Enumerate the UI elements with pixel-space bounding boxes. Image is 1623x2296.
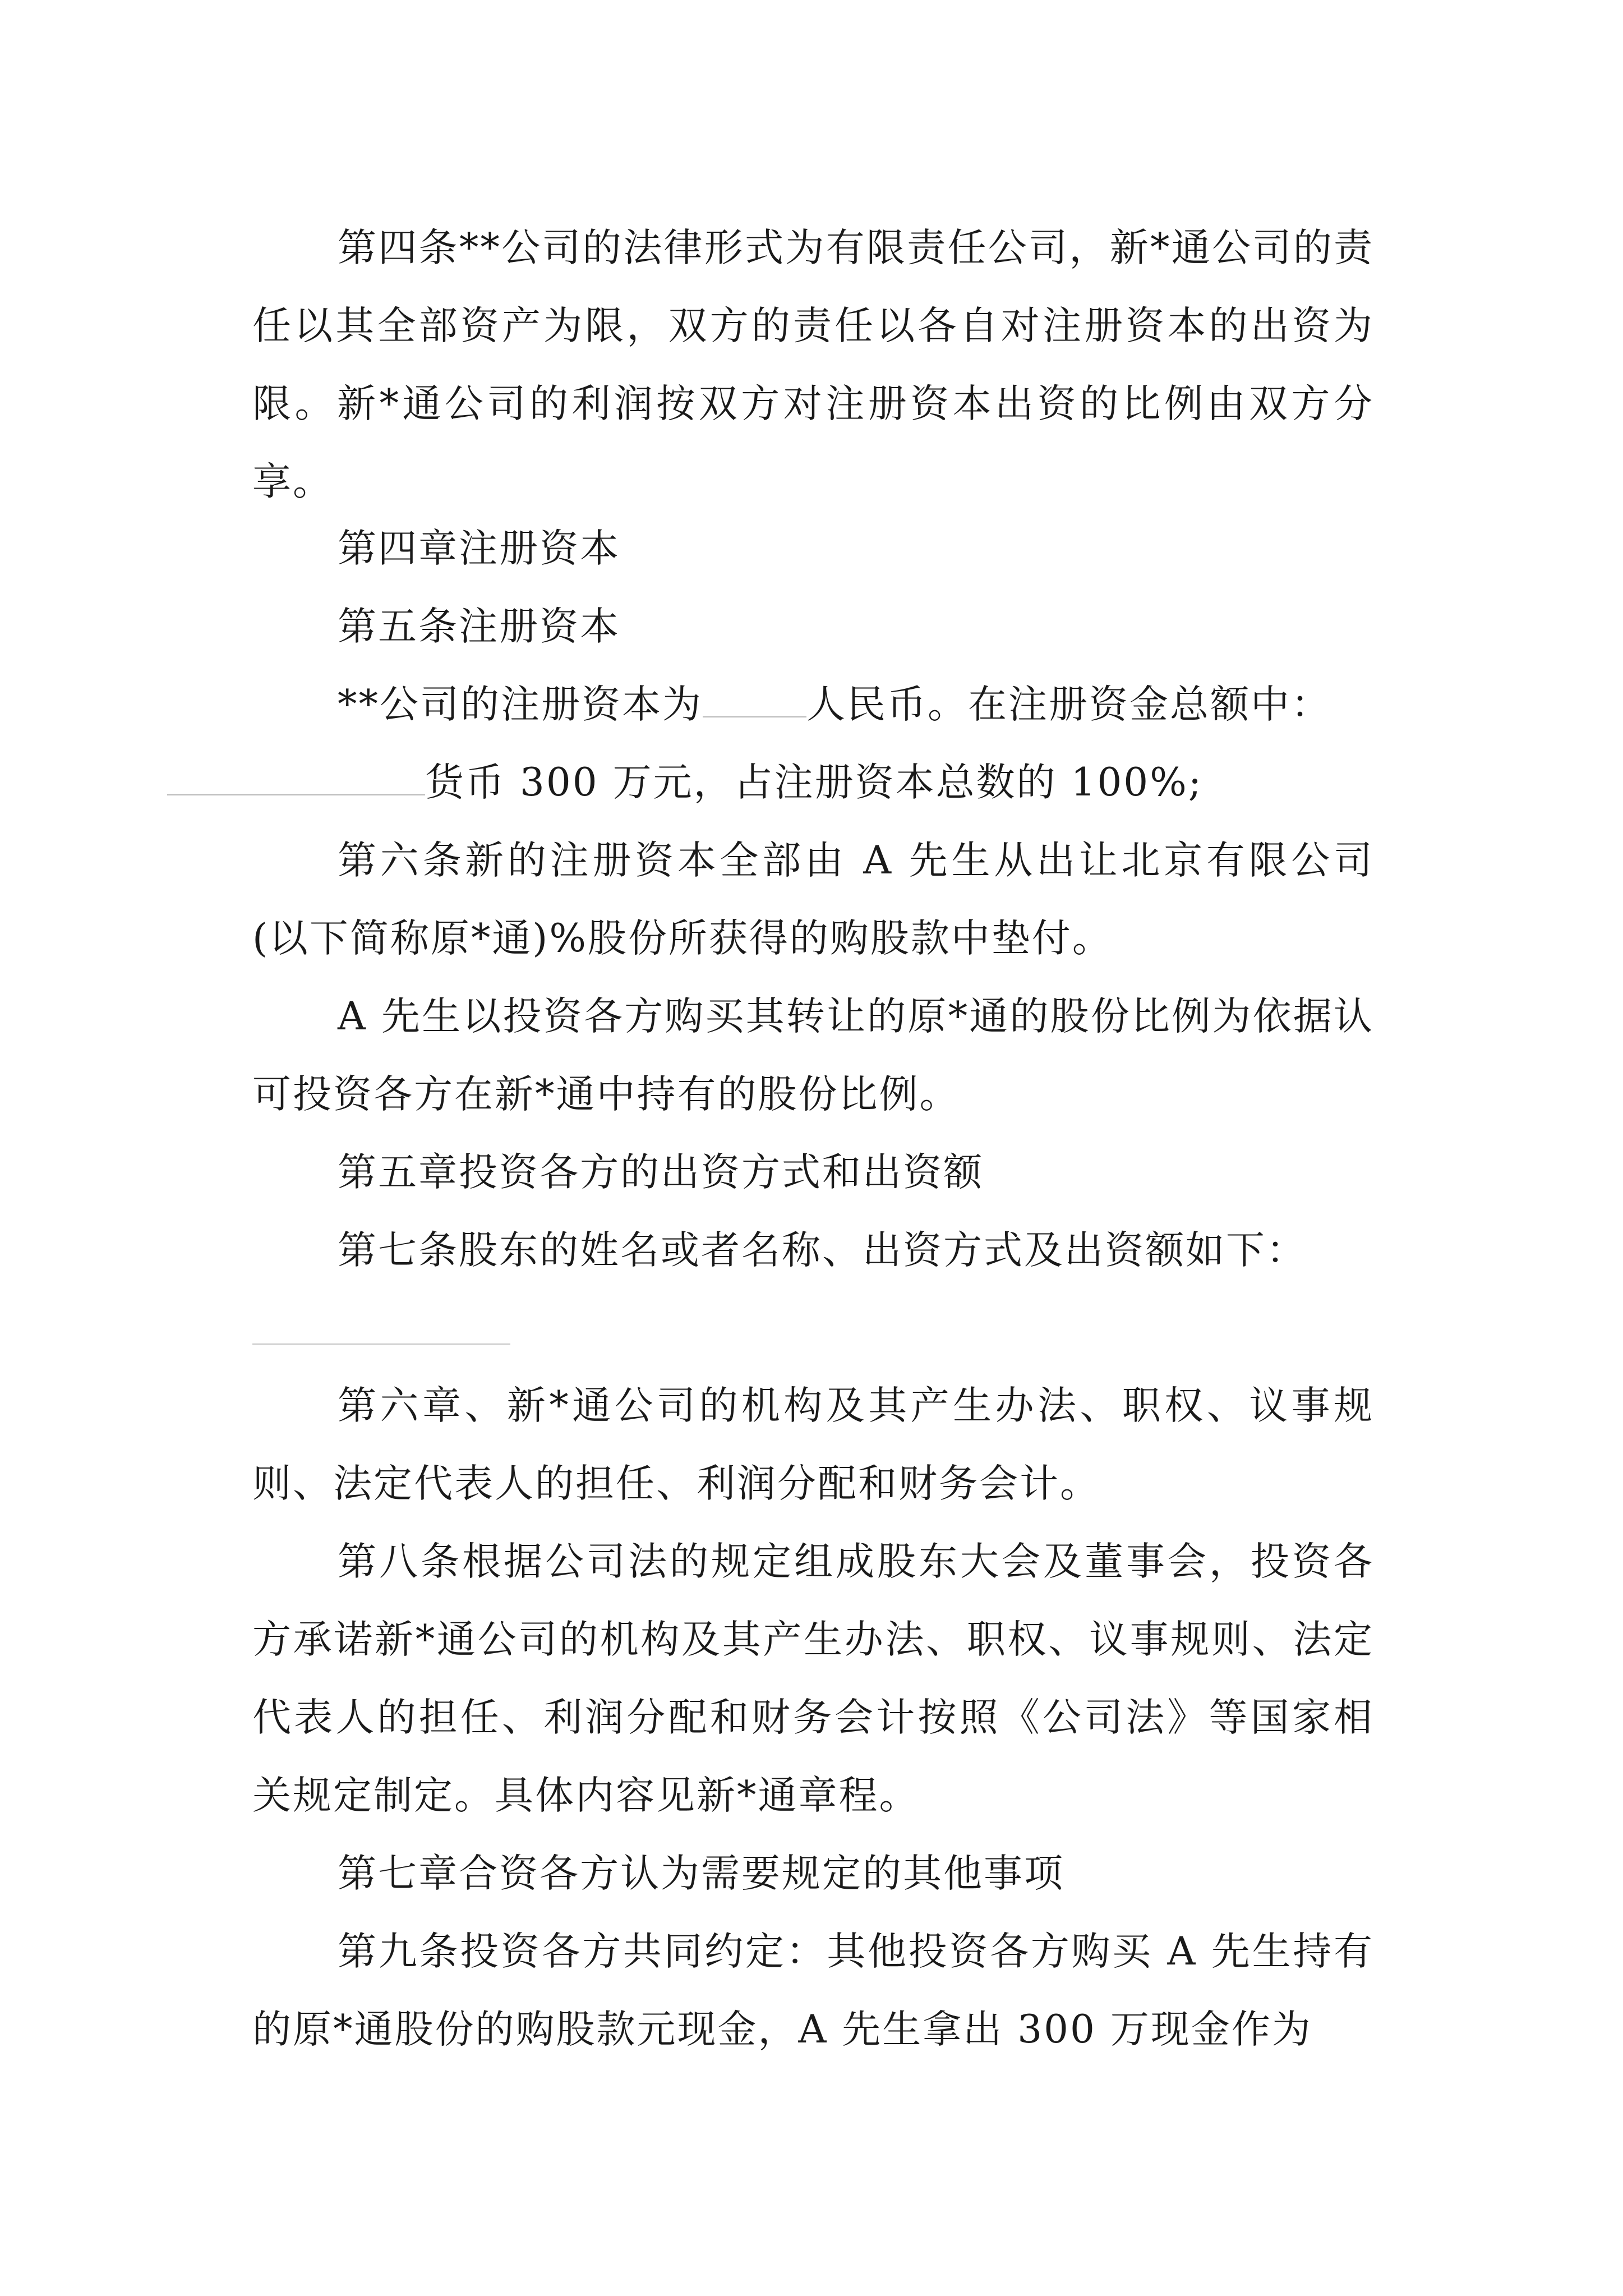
blank-rule [252,1343,510,1345]
currency-amount-text: 货币 300 万元，占注册资本总数的 100%; [425,760,1204,805]
chapter-4-heading: 第四章注册资本 [338,526,620,571]
capital-amount-blank [703,677,806,717]
article-6-paragraph: 第六条新的注册资本全部由 A 先生从出让北京有限公司(以下简称原*通)%股份所获得的购股款中垫付。 [252,838,1374,961]
share-ratio-paragraph: A 先生以投资各方购买其转让的原*通的股份比例为依据认可投资各方在新*通中持有的股份比例。 [252,994,1374,1117]
article-9-paragraph: 第九条投资各方共同约定：其他投资各方购买 A 先生持有的原*通股份的购股款元现金，A 先生拿出 300 万现金作为 [252,1929,1374,2052]
registered-capital-text-end: 人民币。在注册资金总额中： [806,682,1331,727]
chapter-6-paragraph: 第六章、新*通公司的机构及其产生办法、职权、议事规则、法定代表人的担任、利润分配和财务会计。 [252,1383,1374,1506]
registered-capital-paragraph [252,666,1374,822]
chapter-5-heading: 第五章投资各方的出资方式和出资额 [338,1150,984,1195]
registered-capital-text-start: **公司的注册资本为 [338,682,703,727]
article-8-paragraph: 第八条根据公司法的规定组成股东大会及董事会，投资各方承诺新*通公司的机构及其产生办法、职权、议事规则、法定代表人的担任、利润分配和财务会计按照《公司法》等国家相关规定制定。具体内容见新*通章程。 [252,1539,1374,1818]
article-7-paragraph: 第七条股东的姓名或者名称、出资方式及出资额如下： [338,1228,1307,1273]
chapter-7-heading: 第七章合资各方认为需要规定的其他事项 [338,1851,1064,1896]
article-5-heading: 第五条注册资本 [338,604,620,649]
currency-line [167,744,1374,822]
article-4-paragraph: 第四条**公司的法律形式为有限责任公司，新*通公司的责任以其全部资产为限，双方的责任以各自对注册资本的出资为限。新*通公司的利润按双方对注册资本出资的比例由双方分享。 [252,226,1374,504]
currency-blank [167,755,425,795]
